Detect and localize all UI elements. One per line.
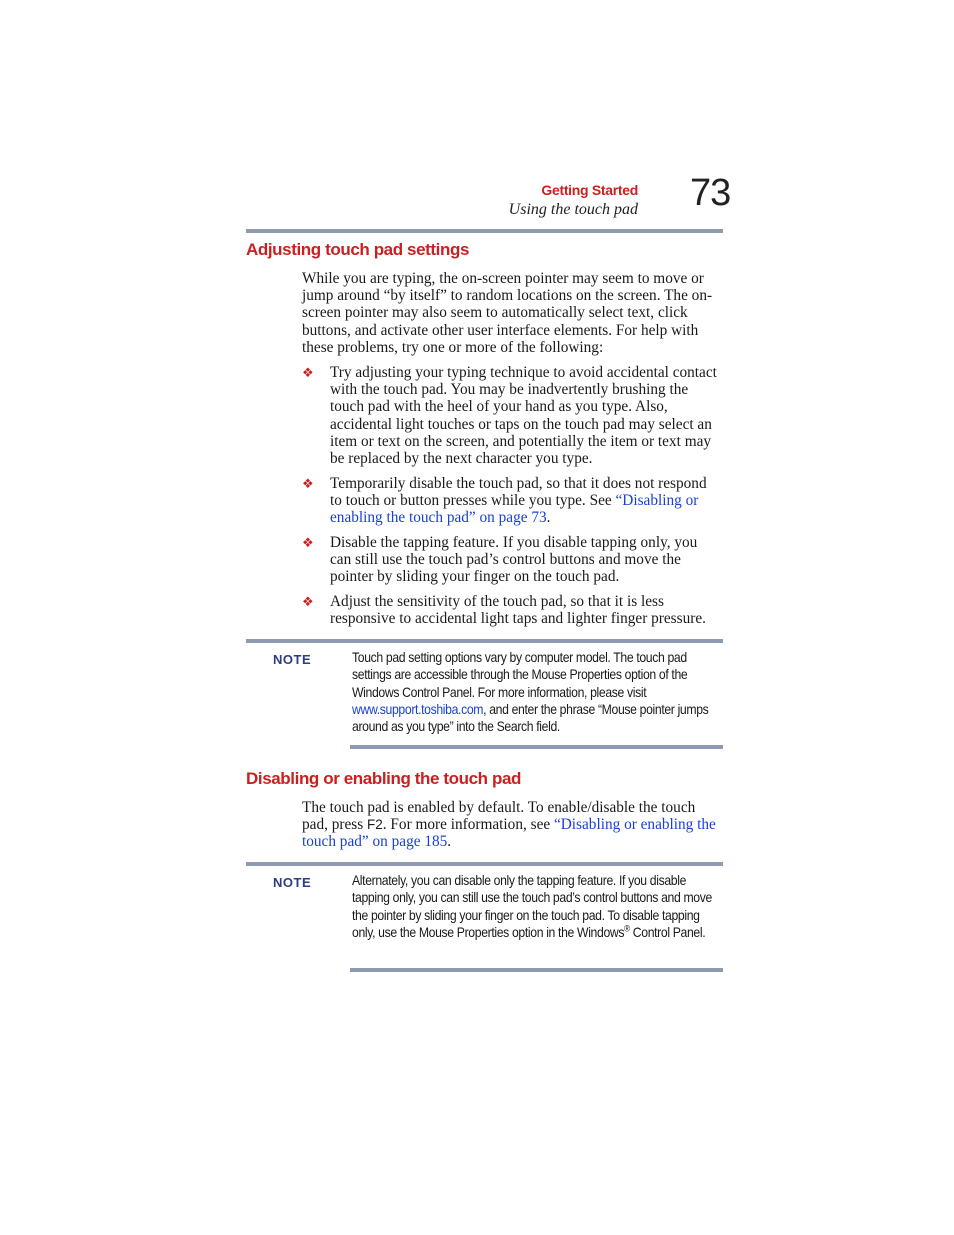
- list-item-text-after: .: [546, 509, 551, 527]
- list-item: [302, 593, 722, 627]
- cross-reference-link-page-73[interactable]: “Disabling or enabling the touch pad” on page 73: [330, 492, 699, 527]
- bullet-icon: ❖: [302, 594, 314, 609]
- list-item-text: Try adjusting your typing technique to avoid accidental contact with the touch pad. You may be inadvertently brushing the touch pad with the heel of your hand as you type. Also, accidental light touches or taps on the touch pad may select an item or text on the screen, and potentially the item or text may be replaced by the next character you type.: [330, 364, 717, 468]
- support-website-link[interactable]: www.support.toshiba.com: [352, 701, 484, 717]
- list-item: [302, 475, 722, 527]
- cross-reference-link-page-185[interactable]: “Disabling or enabling the touch pad” on page 185: [302, 816, 716, 851]
- note-text: [352, 649, 721, 735]
- note-text-before: Touch pad setting options vary by computer model. The touch pad settings are accessible through the Mouse Properties option of the Windows Control Panel. For more information, please visit: [352, 650, 688, 700]
- note-top-rule: [246, 862, 723, 866]
- list-item-text: Disable the tapping feature. If you disable tapping only, you can still use the touch pad’s control buttons and move the pointer by sliding your finger on the touch pad.: [330, 534, 698, 586]
- list-item-text: [330, 475, 722, 527]
- note-text-before: Alternately, you can disable only the tapping feature. If you disable tapping only, you can still use the touch pad’s control buttons and move the pointer by sliding your finger on the touch pad. To disable tapping only, use the Mouse Properties option in the Windows: [352, 873, 712, 940]
- note-text-after: , and enter the phrase “Mouse pointer jumps around as you type” into the Search field.: [352, 701, 709, 735]
- section-heading-adjusting: Adjusting touch pad settings: [246, 240, 470, 259]
- section-heading-disabling: Disabling or enabling the touch pad: [246, 769, 522, 788]
- paragraph-text-middle: . For more information, see: [382, 816, 554, 834]
- paragraph-text-before: The touch pad is enabled by default. To enable/disable the touch pad, press: [302, 799, 696, 834]
- bullet-icon: ❖: [302, 535, 314, 550]
- note-text: [352, 872, 721, 941]
- paragraph-text-after: .: [447, 833, 452, 851]
- note-label: NOTE: [273, 875, 312, 890]
- key-label: F2: [367, 817, 383, 833]
- list-item: [302, 534, 722, 586]
- note-label: NOTE: [273, 652, 312, 667]
- note-top-rule: [246, 639, 723, 643]
- list-item: [302, 364, 722, 467]
- chapter-title: Getting Started: [541, 182, 638, 198]
- section-paragraph: [302, 799, 722, 851]
- section-intro-paragraph: While you are typing, the on-screen pointer may seem to move or jump around “by itself” to random locations on the screen. The on-screen pointer may also seem to automatically select text, click buttons, and activate other user interface elements. For help with these problems, try one or more of the following:: [302, 270, 713, 356]
- list-item-text: Adjust the sensitivity of the touch pad, so that it is less responsive to accidental light taps and lighter finger pressure.: [330, 593, 706, 628]
- bullet-icon: ❖: [302, 476, 314, 491]
- list-item-text-before: Temporarily disable the touch pad, so that it does not respond to touch or button presses while you type. See: [330, 475, 707, 510]
- note-bottom-rule: [350, 745, 723, 749]
- registered-mark: ®: [624, 923, 630, 934]
- header-rule: [246, 229, 723, 233]
- bullet-icon: ❖: [302, 365, 314, 380]
- note-text-after: Control Panel.: [629, 924, 706, 940]
- section-subtitle: Using the touch pad: [508, 201, 638, 218]
- note-bottom-rule: [350, 968, 723, 972]
- page-number: 73: [690, 172, 731, 214]
